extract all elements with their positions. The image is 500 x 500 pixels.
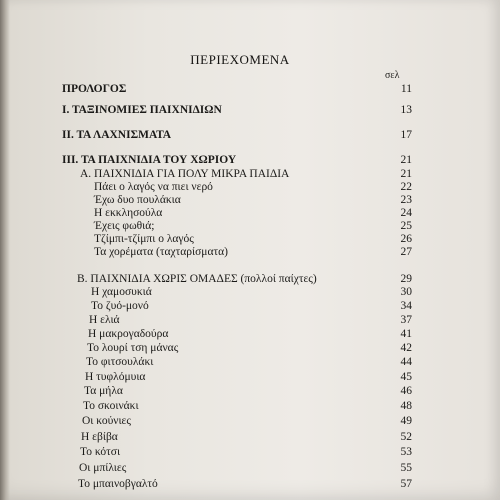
toc-entry-page: 30 [400,286,412,298]
toc-entry-page: 34 [400,300,412,312]
toc-entry-text: Πάει ο λαγός να πιει νερό [94,181,213,193]
toc-entry-text: Η τυφλόμυια [85,371,146,383]
toc-entry-text: Η ελιά [89,314,120,326]
toc-entry-page: 21 [400,168,412,180]
toc-entry-page: 48 [400,400,412,412]
toc-entry-page: 53 [400,446,412,458]
toc-entry-text: Ι. ΤΑΞΙΝΟΜΙΕΣ ΠΑΙΧΝΙΔΙΩΝ [62,104,222,116]
toc-entry-page: 22 [400,181,412,193]
toc-entry-text: Οι κούνιες [82,415,131,427]
page-title: ΠΕΡΙΕΧΟΜΕΝΑ [190,52,290,67]
toc-entry-text: ΙΙΙ. ΤΑ ΠΑΙΧΝΙΔΙΑ ΤΟΥ ΧΩΡΙΟΥ [62,154,237,166]
toc-entry-text: Τα μήλα [84,385,123,397]
toc-entry-text: Β. ΠΑΙΧΝΙΔΙΑ ΧΩΡΙΣ ΟΜΑΔΕΣ (πολλοί παίχτες) [77,273,317,285]
toc-entry-text: Η εκκλησούλα [94,207,163,219]
toc-entry-page: 41 [400,328,412,340]
toc-entry-text: Το φιτσουλάκι [86,356,154,368]
toc-entry-page: 49 [400,415,412,427]
toc-entry-page: 25 [400,220,412,232]
toc-entry-text: Η μακρογαδούρα [88,328,169,340]
toc-entry-page: 17 [400,129,412,141]
toc-entry-text: Το ζυό-μονό [91,300,149,312]
toc-entry-page: 27 [400,246,412,258]
toc-entry-text: Το μπαινοβγαλτό [78,478,158,490]
toc-entry-text: Τζίμπι-τζίμπι ο λαγός [94,233,194,245]
toc-entry-page: 24 [400,207,412,219]
toc-entry-page: 44 [400,356,412,368]
toc-entry-page: 55 [400,462,412,474]
toc-entry-text: ΠΡΟΛΟΓΟΣ [62,83,127,95]
toc-entry-text: Το κότσι [80,446,121,458]
toc-entry-page: 52 [400,431,412,443]
toc-entry-page: 46 [400,385,412,397]
toc-entry-page: 13 [400,104,412,116]
page-fold-shadow [0,0,10,500]
toc-entry-page: 57 [400,478,412,490]
toc-entry-text: Τα χορέματα (ταχταρίσματα) [94,246,228,258]
toc-entry-page: 45 [400,371,412,383]
toc-entry-page: 23 [400,194,412,206]
toc-entry-page: 26 [400,233,412,245]
toc-entry-text: Έχω δυο πουλάκια [94,194,181,206]
toc-entry-text: Το σκοινάκι [83,400,139,412]
toc-entry-text: Η εβίβα [81,431,118,443]
page-column-label: σελ [385,70,400,81]
toc-entry-text: ΙΙ. ΤΑ ΛΑΧΝΙΣΜΑΤΑ [62,129,172,141]
toc-entry-page: 37 [400,314,412,326]
toc-entry-text: Οι μπίλιες [79,462,127,474]
toc-entry-text: Α. ΠΑΙΧΝΙΔΙΑ ΓΙΑ ΠΟΛΥ ΜΙΚΡΑ ΠΑΙΔΙΑ [80,168,290,180]
toc-entry-page: 11 [400,83,412,95]
toc-entry-text: Το λουρί τση μάνας [87,342,179,354]
toc-entry-page: 21 [400,154,412,166]
toc-entry-page: 42 [400,342,412,354]
toc-entry-page: 29 [400,273,412,285]
toc-entry-text: Η χαμοσυκιά [91,286,152,298]
toc-entry-text: Έχεις φωθιά; [94,220,155,232]
